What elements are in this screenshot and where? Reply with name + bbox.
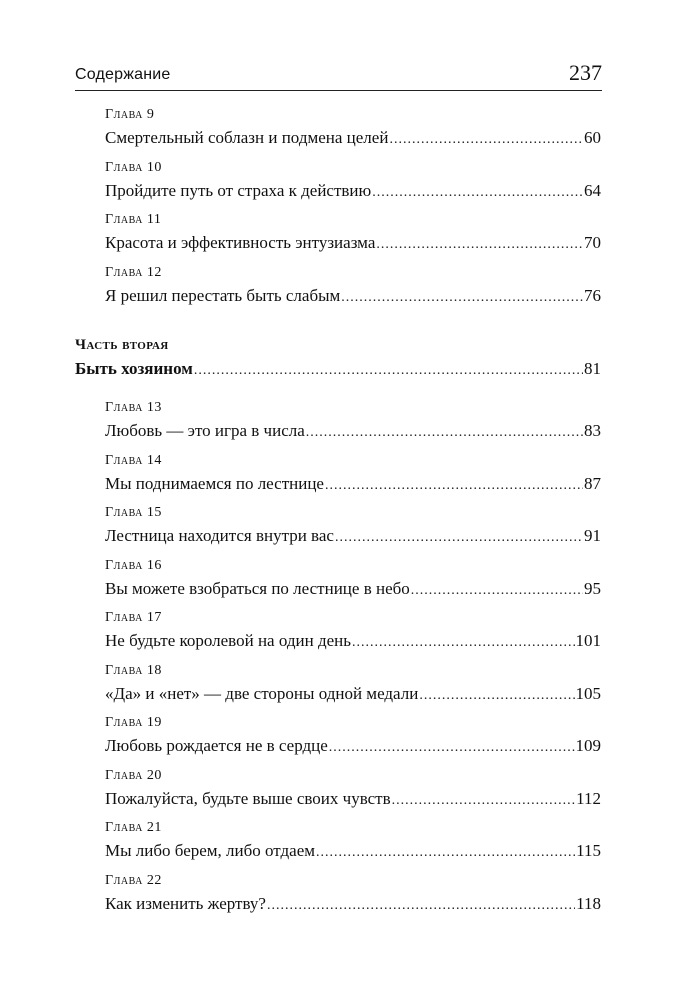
- chapter-label: Глава 21: [105, 820, 162, 835]
- toc-entry[interactable]: [105, 210, 601, 263]
- toc-entry[interactable]: [105, 766, 601, 819]
- dot-leader: [411, 578, 583, 604]
- chapter-row: [105, 283, 601, 309]
- part-title: Быть хозяином: [75, 359, 193, 378]
- chapter-title: Мы либо берем, либо отдаем: [105, 841, 316, 860]
- page-number: 237: [569, 60, 602, 85]
- chapter-label: Глава 15: [105, 505, 162, 520]
- chapter-page: 83: [584, 421, 601, 440]
- chapter-page: 109: [575, 736, 601, 755]
- chapter-title: «Да» и «нет» — две стороны одной медали: [105, 683, 419, 703]
- chapter-label: Глава 22: [105, 872, 162, 888]
- page-title: Содержание: [75, 66, 171, 83]
- toc-entry[interactable]: [105, 818, 601, 871]
- chapter-label: Глава 17: [105, 610, 162, 625]
- dot-leader: [392, 788, 575, 814]
- chapter-title: Пожалуйста, будьте выше своих чувств: [105, 788, 391, 808]
- toc-entry[interactable]: [105, 871, 601, 924]
- chapter-row: [105, 576, 601, 602]
- chapter-row: [105, 838, 601, 864]
- dot-leader: [341, 285, 583, 311]
- chapter-page: 64: [584, 180, 601, 200]
- chapter-label: Глава 20: [105, 767, 162, 783]
- toc-entry[interactable]: [105, 158, 601, 211]
- dot-leader: [376, 232, 583, 258]
- toc-entry[interactable]: [105, 661, 601, 714]
- chapter-label: Глава 18: [105, 662, 162, 678]
- header-divider: [75, 90, 602, 91]
- chapter-page: 60: [584, 128, 601, 147]
- chapter-label: Глава 19: [105, 715, 162, 730]
- chapter-page: 115: [576, 841, 601, 860]
- dot-leader: [335, 525, 583, 551]
- chapter-page: 91: [584, 526, 601, 545]
- chapter-title: Пройдите путь от страха к действию: [105, 180, 372, 200]
- toc-entry[interactable]: [105, 105, 601, 158]
- dot-leader: [352, 630, 575, 656]
- chapter-title: Любовь рождается не в сердце: [105, 736, 328, 755]
- dot-leader: [419, 683, 574, 709]
- toc-entry[interactable]: [105, 451, 601, 504]
- chapter-page: 101: [575, 631, 601, 650]
- chapter-row: [105, 681, 601, 707]
- chapter-page: 76: [584, 285, 601, 305]
- toc-entry[interactable]: [105, 608, 601, 661]
- toc-part-heading[interactable]: [75, 334, 601, 382]
- chapter-title: Я решил перестать быть слабым: [105, 285, 341, 305]
- dot-leader: [306, 420, 583, 446]
- chapter-page: 105: [575, 683, 601, 703]
- toc-entry[interactable]: [105, 398, 601, 451]
- chapter-label: Глава 12: [105, 264, 162, 280]
- chapter-label: Глава 14: [105, 452, 162, 468]
- dot-leader: [325, 473, 583, 499]
- chapter-title: Как изменить жертву?: [105, 893, 266, 913]
- chapter-page: 87: [584, 473, 601, 493]
- chapter-row: [105, 891, 601, 917]
- chapter-row: [105, 471, 601, 497]
- chapter-title: Мы поднимаемся по лестнице: [105, 473, 324, 493]
- chapter-label: Глава 11: [105, 212, 162, 227]
- dot-leader: [372, 180, 583, 206]
- chapter-label: Глава 10: [105, 159, 162, 175]
- dot-leader: [267, 893, 575, 919]
- dot-leader: [316, 840, 575, 866]
- chapter-title: Вы можете взобраться по лестнице в небо: [105, 578, 410, 598]
- toc-part2: [105, 398, 601, 923]
- chapter-page: 112: [576, 788, 601, 808]
- chapter-title: Любовь — это игра в числа: [105, 421, 305, 440]
- toc-entry[interactable]: [105, 556, 601, 609]
- chapter-title: Красота и эффективность энтузиазма: [105, 233, 376, 252]
- toc-entry[interactable]: [105, 713, 601, 766]
- dot-leader: [194, 358, 583, 384]
- chapter-row: [105, 178, 601, 204]
- chapter-title: Не будьте королевой на один день: [105, 631, 351, 650]
- part-page: 81: [584, 359, 601, 378]
- toc-entry[interactable]: [105, 503, 601, 556]
- toc-entry[interactable]: [105, 263, 601, 316]
- chapter-row: [105, 125, 601, 151]
- chapter-title: Смертельный соблазн и подмена целей: [105, 128, 389, 147]
- dot-leader: [389, 127, 583, 153]
- running-head: [75, 60, 602, 88]
- chapter-row: [105, 230, 601, 256]
- toc-part1: [105, 105, 601, 315]
- chapter-label: Глава 13: [105, 400, 162, 415]
- chapter-page: 118: [576, 893, 601, 913]
- chapter-row: [105, 733, 601, 759]
- chapter-row: [105, 786, 601, 812]
- chapter-label: Глава 16: [105, 557, 162, 573]
- chapter-label: Глава 9: [105, 107, 155, 122]
- chapter-row: [105, 418, 601, 444]
- part-row: [75, 356, 601, 382]
- chapter-page: 95: [584, 578, 601, 598]
- chapter-row: [105, 628, 601, 654]
- chapter-title: Лестница находится внутри вас: [105, 526, 334, 545]
- chapter-page: 70: [584, 233, 601, 252]
- dot-leader: [329, 735, 575, 761]
- part-label: Часть вторая: [75, 337, 169, 353]
- chapter-row: [105, 523, 601, 549]
